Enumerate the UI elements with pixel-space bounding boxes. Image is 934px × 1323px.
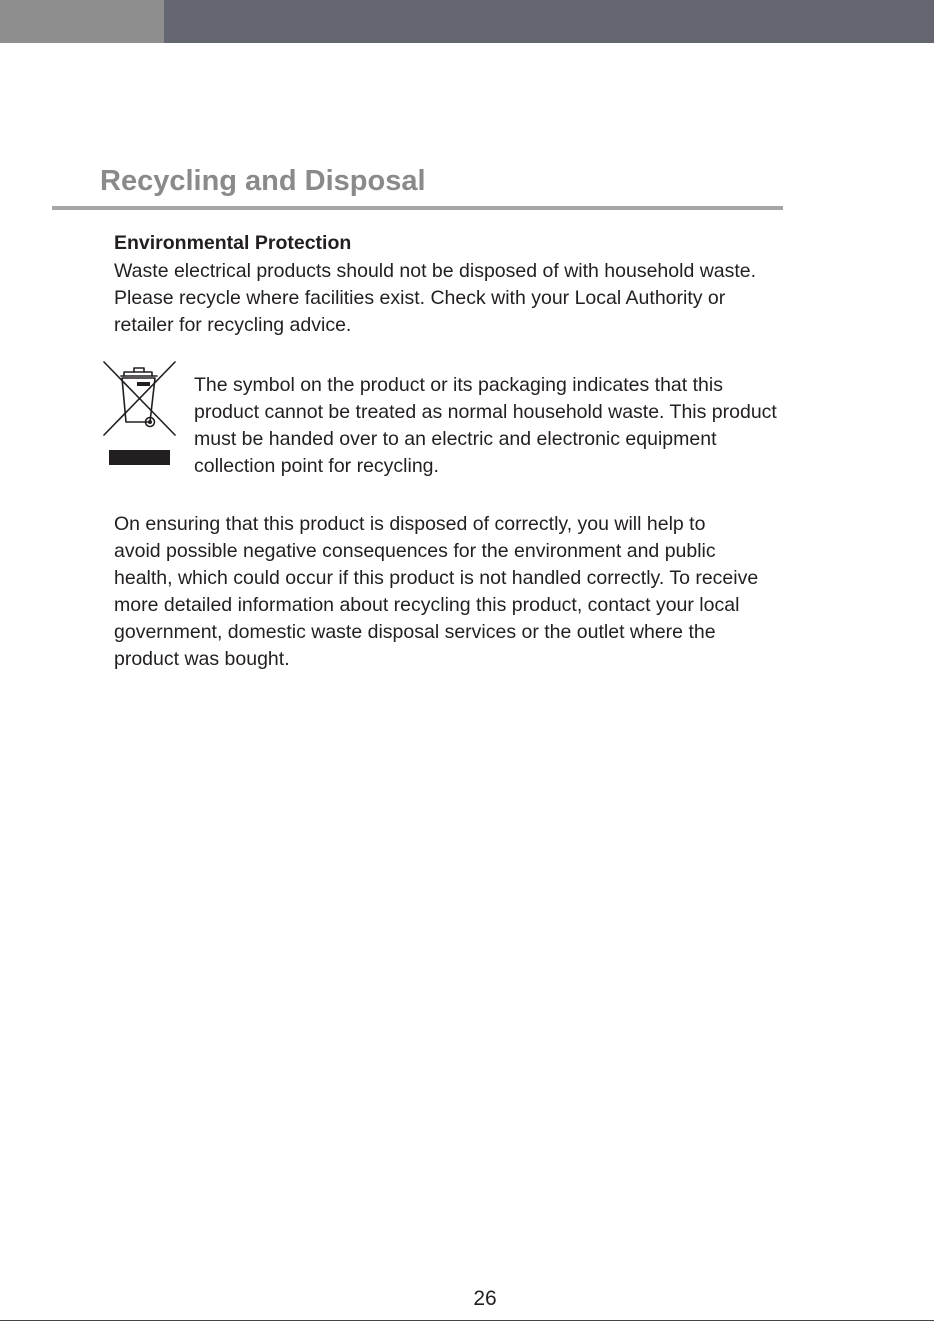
page-number: 26 [473,1287,497,1310]
intro-line: Waste electrical products should not be disposed of with household waste. [114,260,757,282]
symbol-line: must be handed over to an electric and electronic equipment [194,428,717,450]
disposal-line: product was bought. [114,648,290,670]
disposal-line: On ensuring that this product is disposed of correctly, you will help to [114,513,706,535]
disposal-line: health, which could occur if this product is not handled correctly. To receive [114,567,759,589]
header-bar [164,0,934,43]
symbol-line: collection point for recycling. [194,455,439,477]
title-divider [52,206,783,210]
symbol-paragraph [194,372,777,480]
section-heading: Environmental Protection [114,232,352,254]
intro-line: retailer for recycling advice. [114,314,352,336]
disposal-line: avoid possible negative consequences for the environment and public [114,540,716,562]
page-title: Recycling and Disposal [100,165,426,197]
intro-paragraph [114,258,756,339]
crossed-out-wheelie-bin-icon [101,361,178,466]
footer-divider [0,1320,934,1321]
symbol-line: product cannot be treated as normal household waste. This product [194,401,777,423]
disposal-line: more detailed information about recycling this product, contact your local [114,594,740,616]
disposal-line: government, domestic waste disposal services or the outlet where the [114,621,716,643]
intro-line: Please recycle where facilities exist. Check with your Local Authority or [114,287,726,309]
symbol-line: The symbol on the product or its packaging indicates that this [194,374,723,396]
header-bar-accent [0,0,164,43]
disposal-paragraph [114,511,758,673]
